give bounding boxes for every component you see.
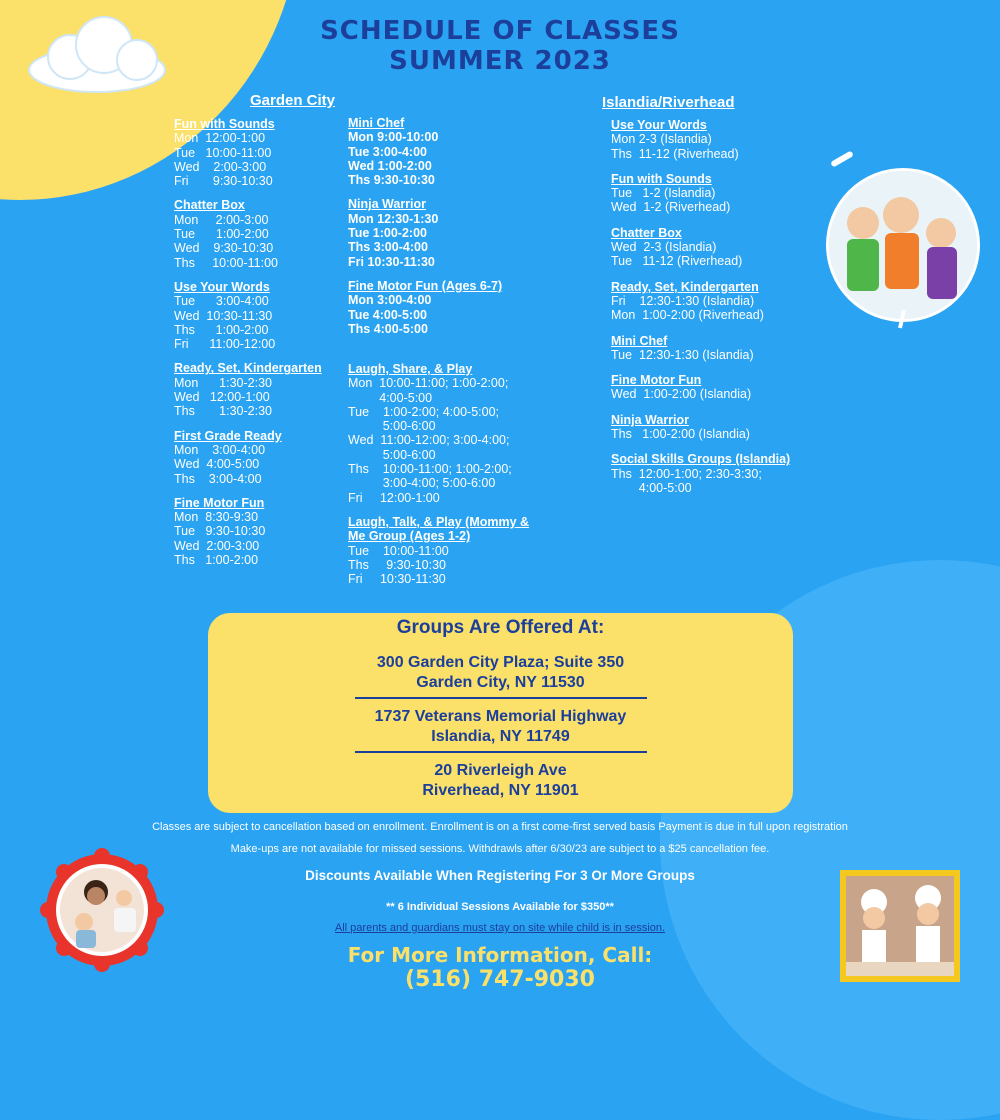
locations-heading: Groups Are Offered At: bbox=[396, 617, 605, 638]
class-title: Chatter Box bbox=[174, 198, 245, 213]
title-line-2: SUMMER 2023 bbox=[389, 46, 611, 76]
class-time: 5:00-6:00 bbox=[348, 419, 436, 434]
class-time: Ths 9:30-10:30 bbox=[348, 173, 435, 188]
class-time: Wed 11:00-12:00; 3:00-4:00; bbox=[348, 433, 510, 448]
class-time: Ths 3:00-4:00 bbox=[348, 240, 428, 255]
address-3-line-2: Riverhead, NY 11901 bbox=[422, 782, 579, 799]
class-time: Ths 1:00-2:00 bbox=[174, 553, 259, 568]
class-time: Tue 10:00-11:00 bbox=[174, 145, 272, 160]
class-time: Tue 1-2 (Islandia) bbox=[611, 186, 716, 201]
address-3-line-1: 20 Riverleigh Ave bbox=[434, 762, 567, 779]
family-photo-badge bbox=[40, 848, 164, 972]
class-time: Ths 4:00-5:00 bbox=[348, 321, 428, 336]
discounts-note: Discounts Available When Registering For 3 Or More Groups bbox=[305, 868, 695, 883]
cancellation-note: Classes are subject to cancellation based on enrollment. Enrollment is on a first come-first served basis Payment is due in full upon registration bbox=[152, 821, 848, 833]
class-time: 4:00-5:00 bbox=[611, 480, 692, 495]
divider bbox=[355, 697, 647, 699]
address-1-line-1: 300 Garden City Plaza; Suite 350 bbox=[376, 654, 625, 671]
class-group bbox=[348, 279, 548, 336]
garden-city-column-2 bbox=[348, 116, 548, 346]
class-time: Ths 1:30-2:30 bbox=[174, 404, 272, 419]
class-group bbox=[611, 452, 811, 495]
class-group bbox=[611, 413, 811, 442]
class-group bbox=[611, 280, 811, 323]
class-time: Ths 9:30-10:30 bbox=[348, 557, 446, 572]
class-time: Tue 10:00-11:00 bbox=[348, 543, 449, 558]
class-time: Ths 10:00-11:00; 1:00-2:00; bbox=[348, 462, 512, 477]
class-time: Wed 10:30-11:30 bbox=[174, 308, 273, 323]
class-time: Ths 10:00-11:00 bbox=[174, 255, 278, 270]
class-title: Chatter Box bbox=[611, 225, 682, 240]
class-title: Use Your Words bbox=[174, 279, 270, 294]
class-title: Fine Motor Fun bbox=[611, 373, 702, 388]
class-group bbox=[174, 117, 334, 188]
class-time: Wed 2-3 (Islandia) bbox=[611, 240, 717, 255]
class-time: Fri 11:00-12:00 bbox=[174, 337, 276, 352]
class-group bbox=[348, 515, 548, 586]
class-time: Wed 9:30-10:30 bbox=[174, 241, 274, 256]
address-2-line-2: Islandia, NY 11749 bbox=[431, 728, 570, 745]
garden-city-heading: Garden City bbox=[250, 92, 336, 109]
class-time: Mon 12:30-1:30 bbox=[348, 211, 439, 226]
class-time: Wed 2:00-3:00 bbox=[174, 159, 267, 174]
locations-box bbox=[208, 613, 793, 813]
class-group bbox=[348, 116, 548, 187]
class-time: Wed 1:00-2:00 bbox=[348, 158, 432, 173]
class-time: Mon 9:00-10:00 bbox=[348, 130, 439, 145]
class-title: Laugh, Share, & Play bbox=[348, 362, 473, 376]
address-2-line-1: 1737 Veterans Memorial Highway bbox=[374, 708, 627, 725]
class-time: Mon 3:00-4:00 bbox=[174, 442, 266, 457]
class-title: Use Your Words bbox=[611, 118, 707, 132]
parents-note: All parents and guardians must stay on site while child is in session. bbox=[334, 922, 666, 934]
islandia-heading: Islandia/Riverhead bbox=[602, 94, 735, 111]
class-time: Wed 2:00-3:00 bbox=[174, 538, 260, 553]
class-time: 5:00-6:00 bbox=[348, 447, 436, 462]
kids-chef-photo bbox=[838, 866, 962, 986]
garden-city-column-1 bbox=[174, 117, 334, 577]
class-group bbox=[611, 172, 811, 215]
class-time: Tue 9:30-10:30 bbox=[174, 524, 266, 539]
class-group bbox=[174, 496, 334, 567]
class-time: 3:00-4:00; 5:00-6:00 bbox=[348, 476, 496, 491]
class-group bbox=[348, 197, 548, 268]
class-time: 4:00-5:00 bbox=[348, 390, 433, 405]
class-group bbox=[611, 373, 811, 402]
class-title: Ready, Set, Kindergarten bbox=[611, 279, 759, 294]
class-time: Tue 1:00-2:00 bbox=[174, 227, 269, 242]
class-time: Mon 12:00-1:00 bbox=[174, 131, 266, 146]
class-title: Social Skills Groups (Islandia) bbox=[611, 452, 791, 467]
class-title: First Grade Ready bbox=[174, 428, 282, 443]
class-time: Fri 10:30-11:30 bbox=[348, 572, 446, 587]
class-group bbox=[174, 198, 334, 269]
title-line-1: SCHEDULE OF CLASSES bbox=[320, 16, 680, 46]
class-time: Ths 1:00-2:00 (Islandia) bbox=[611, 427, 750, 442]
class-time: Tue 1:00-2:00; 4:00-5:00; bbox=[348, 404, 500, 419]
class-group bbox=[611, 334, 811, 363]
class-time: Tue 12:30-1:30 (Islandia) bbox=[611, 347, 754, 362]
class-time: Mon 2:00-3:00 bbox=[174, 212, 269, 227]
class-title: Fine Motor Fun (Ages 6-7) bbox=[348, 278, 503, 293]
class-title: Fine Motor Fun bbox=[174, 495, 265, 510]
class-time: Mon 2-3 (Islandia) bbox=[611, 132, 712, 147]
class-time: Tue 4:00-5:00 bbox=[348, 307, 427, 322]
class-time: Mon 10:00-11:00; 1:00-2:00; bbox=[348, 376, 509, 391]
class-title: Fun with Sounds bbox=[174, 117, 275, 131]
class-time: Wed 1-2 (Riverhead) bbox=[611, 200, 731, 215]
individual-sessions-note: ** 6 Individual Sessions Available for $350** bbox=[386, 901, 614, 913]
speech-bubble-outline bbox=[812, 150, 982, 340]
garden-city-column-2b bbox=[348, 362, 548, 596]
class-time: Fri 12:00-1:00 bbox=[348, 490, 440, 505]
class-group bbox=[174, 361, 334, 418]
class-time: Fri 9:30-10:30 bbox=[174, 174, 273, 189]
class-time: Fri 12:30-1:30 (Islandia) bbox=[611, 293, 755, 308]
class-time: Tue 11-12 (Riverhead) bbox=[611, 254, 743, 269]
makeups-note: Make-ups are not available for missed sessions. Withdrawls after 6/30/23 are subject to a $25 cancellation fee. bbox=[230, 843, 770, 855]
class-group bbox=[174, 429, 334, 486]
divider bbox=[355, 751, 647, 753]
class-group bbox=[174, 280, 334, 351]
class-time: Wed 4:00-5:00 bbox=[174, 457, 260, 472]
class-group bbox=[348, 362, 548, 505]
islandia-column bbox=[611, 118, 811, 506]
page-title bbox=[0, 16, 1000, 76]
class-title: Ready, Set, Kindergarten bbox=[174, 361, 322, 376]
address-1-line-2: Garden City, NY 11530 bbox=[416, 674, 585, 691]
class-time: Ths 1:00-2:00 bbox=[174, 322, 269, 337]
class-group bbox=[611, 118, 811, 161]
class-title: Laugh, Talk, & Play (Mommy & Me Group (Ages 1-2) bbox=[348, 514, 530, 544]
class-title: Fun with Sounds bbox=[611, 171, 712, 186]
class-time: Mon 3:00-4:00 bbox=[348, 293, 432, 308]
class-title: Ninja Warrior bbox=[348, 197, 427, 212]
class-group bbox=[611, 226, 811, 269]
phone-number[interactable]: (516) 747-9030 bbox=[405, 967, 595, 992]
class-time: Wed 12:00-1:00 bbox=[174, 390, 270, 405]
class-time: Ths 11-12 (Riverhead) bbox=[611, 146, 739, 161]
class-title: Mini Chef bbox=[611, 333, 668, 348]
class-time: Mon 8:30-9:30 bbox=[174, 510, 259, 525]
class-time: Ths 3:00-4:00 bbox=[174, 471, 262, 486]
class-time: Fri 10:30-11:30 bbox=[348, 254, 435, 269]
class-time: Tue 1:00-2:00 bbox=[348, 226, 427, 241]
class-time: Ths 12:00-1:00; 2:30-3:30; bbox=[611, 466, 762, 481]
class-time: Mon 1:00-2:00 (Riverhead) bbox=[611, 308, 764, 323]
class-title: Ninja Warrior bbox=[611, 412, 690, 427]
class-time: Mon 1:30-2:30 bbox=[174, 375, 272, 390]
cta-heading: For More Information, Call: bbox=[347, 943, 653, 967]
class-time: Wed 1:00-2:00 (Islandia) bbox=[611, 387, 752, 402]
class-title: Mini Chef bbox=[348, 116, 405, 130]
class-time: Tue 3:00-4:00 bbox=[348, 144, 427, 159]
class-time: Tue 3:00-4:00 bbox=[174, 294, 269, 309]
